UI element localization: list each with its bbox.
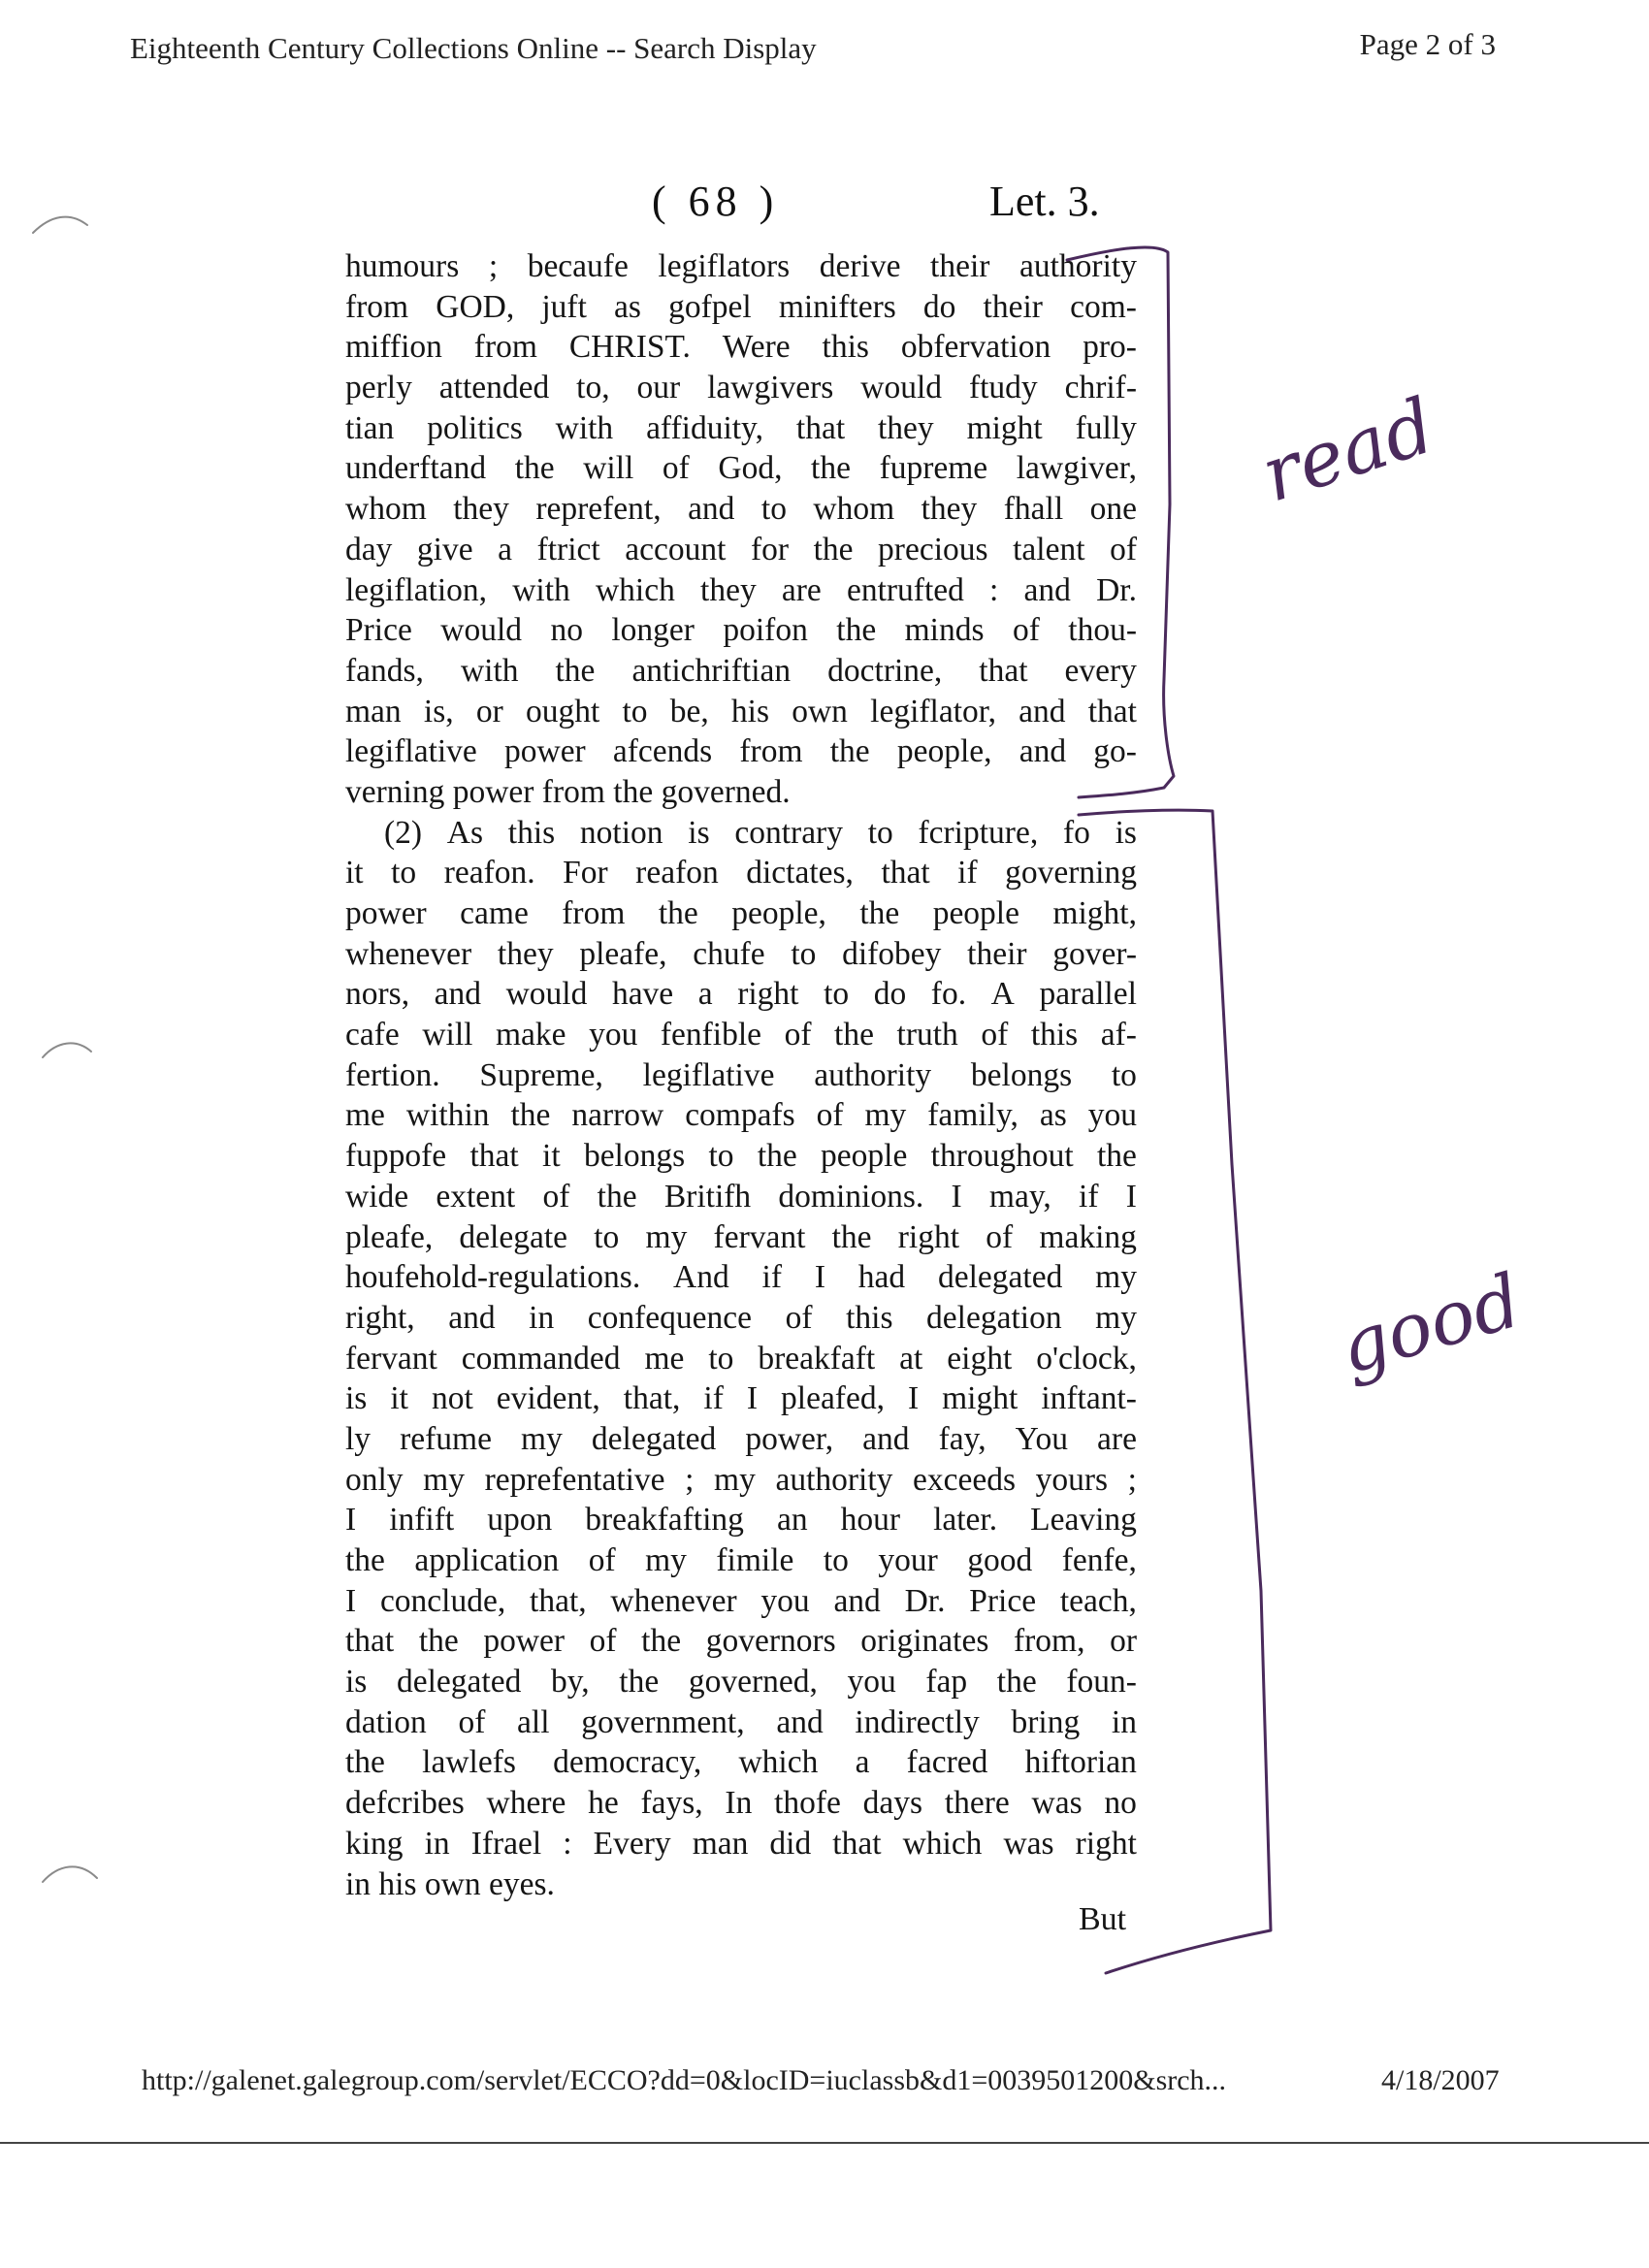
text-line: Price would no longer poifon the minds of thou-	[345, 612, 1137, 649]
text-line: (2) As this notion is contrary to fcripture, fo is	[384, 814, 1137, 851]
handwritten-note-read: read	[1251, 382, 1445, 520]
page-edge-mark-1	[33, 217, 87, 233]
text-line: ly refume my delegated power, and fay, You are	[345, 1420, 1137, 1457]
text-line: defcribes where he fays, In thofe days there was no	[345, 1785, 1137, 1822]
text-line: is delegated by, the governed, you fap the foun-	[345, 1664, 1137, 1701]
text-line: king in Ifrael : Every man did that which was right	[345, 1825, 1137, 1862]
text-line: day give a ftrict account for the precious talent of	[345, 531, 1137, 567]
text-line: legiflative power afcends from the people, and go-	[345, 733, 1137, 770]
text-line: fuppofe that it belongs to the people throughout the	[345, 1138, 1137, 1175]
body-text	[345, 246, 1137, 1904]
text-line: dation of all government, and indirectly bring in	[345, 1703, 1137, 1740]
text-line: only my reprefentative ; my authority exceeds yours ;	[345, 1461, 1137, 1498]
text-line: me within the narrow compafs of my family, as you	[345, 1097, 1137, 1134]
text-line: man is, or ought to be, his own legiflator, and that	[345, 693, 1137, 729]
text-line: fertion. Supreme, legiflative authority belongs to	[345, 1056, 1137, 1093]
text-line: power came from the people, the people might,	[345, 895, 1137, 931]
handwritten-note-good: good	[1330, 1256, 1531, 1391]
text-line: houfehold-regulations. And if I had delegated my	[345, 1259, 1137, 1296]
text-line: underftand the will of God, the fupreme lawgiver,	[345, 450, 1137, 487]
text-line: I conclude, that, whenever you and Dr. Price teach,	[345, 1582, 1137, 1619]
text-line: in his own eyes.	[345, 1865, 555, 1902]
page-edge-mark-3	[43, 1866, 97, 1882]
text-line: fervant commanded me to breakfaft at eight o'clock,	[345, 1340, 1137, 1377]
text-line: nors, and would have a right to do fo. A parallel	[345, 976, 1137, 1013]
footer-url[interactable]: http://galenet.galegroup.com/servlet/ECCO?dd=0&locID=iuclassb&d1=0039501200&srch...	[142, 2064, 1227, 2096]
text-line: I infift upon breakfafting an hour later. Leaving	[345, 1502, 1137, 1539]
text-line: that the power of the governors originates from, or	[345, 1623, 1137, 1660]
text-line: fands, with the antichriftian doctrine, that every	[345, 652, 1137, 689]
running-head	[349, 177, 1125, 235]
print-footer	[0, 2064, 1649, 2113]
text-line: whom they reprefent, and to whom they fhall one	[345, 491, 1137, 528]
text-line: tian politics with affiduity, that they might fully	[345, 409, 1137, 446]
text-line: right, and in confequence of this delegation my	[345, 1299, 1137, 1336]
catchword: But	[1079, 1901, 1127, 1937]
page-edge-mark-2	[43, 1043, 91, 1057]
text-line: humours ; becaufe legiflators derive their authority	[345, 248, 1137, 284]
text-line: the lawlefs democracy, which a facred hiftorian	[345, 1744, 1137, 1781]
text-line: miffion from CHRIST. Were this obfervation pro-	[345, 329, 1137, 366]
book-page-number: ( 68 )	[652, 178, 780, 225]
print-header	[0, 27, 1649, 76]
text-line: whenever they pleafe, chufe to difobey their gover-	[345, 935, 1137, 972]
bottom-rule	[0, 2142, 1649, 2144]
text-line: verning power from the governed.	[345, 773, 791, 810]
letter-reference: Let. 3.	[989, 178, 1100, 225]
print-header-page-count: Page 2 of 3	[1359, 27, 1496, 61]
print-header-title: Eighteenth Century Collections Online -- Search Display	[130, 31, 817, 65]
text-line: the application of my fimile to your good fenfe,	[345, 1542, 1137, 1578]
text-line: perly attended to, our lawgivers would ftudy chrif-	[345, 370, 1137, 406]
text-line: legiflation, with which they are entrufted : and Dr.	[345, 571, 1137, 608]
text-line: wide extent of the Britifh dominions. I may, if I	[345, 1178, 1137, 1215]
text-line: cafe will make you fenfible of the truth of this af-	[345, 1017, 1137, 1053]
text-line: it to reafon. For reafon dictates, that if governing	[345, 855, 1137, 891]
text-line: is it not evident, that, if I pleafed, I might inftant-	[345, 1380, 1137, 1417]
text-line: pleafe, delegate to my fervant the right of making	[345, 1218, 1137, 1255]
footer-date: 4/18/2007	[1381, 2064, 1500, 2096]
text-line: from GOD, juft as gofpel minifters do their com-	[345, 288, 1137, 325]
